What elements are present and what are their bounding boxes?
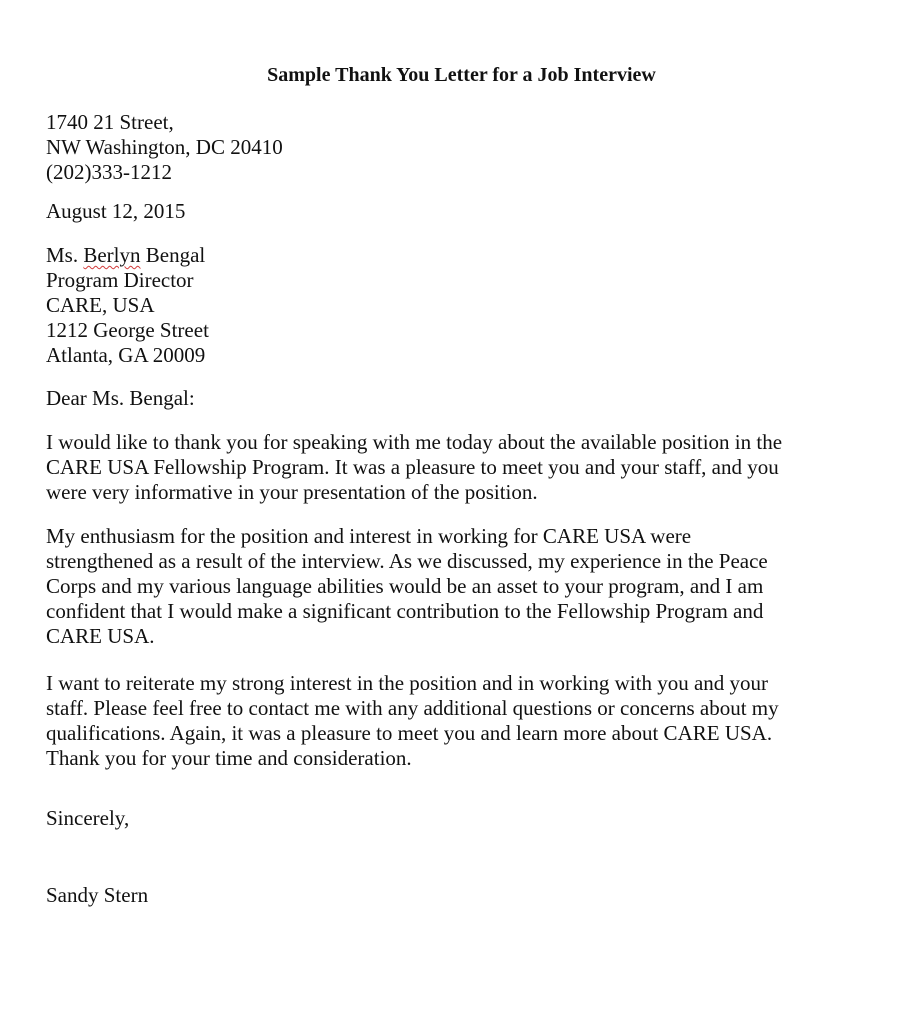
paragraph-line: Corps and my various language abilities would be an asset to your program, and I am: [46, 574, 764, 598]
body-paragraph-2: [46, 524, 768, 649]
paragraph-line: CARE USA Fellowship Program. It was a pleasure to meet you and your staff, and you: [46, 455, 779, 479]
document-title: Sample Thank You Letter for a Job Interview: [267, 64, 656, 86]
signature-name: Sandy Stern: [46, 883, 149, 907]
recipient-city: Atlanta, GA 20009: [46, 343, 206, 367]
recipient-title: Program Director: [46, 268, 194, 292]
salutation: [46, 386, 876, 411]
paragraph-line: staff. Please feel free to contact me with any additional questions or concerns about my: [46, 696, 779, 720]
recipient-street: 1212 George Street: [46, 318, 209, 342]
recipient-organization: CARE, USA: [46, 293, 155, 317]
date-text: August 12, 2015: [46, 199, 186, 223]
sender-street: 1740 21 Street,: [46, 110, 174, 134]
paragraph-line: CARE USA.: [46, 624, 155, 648]
recipient-first-name: Berlyn: [83, 243, 141, 267]
body-paragraph-3: [46, 671, 779, 771]
salutation-text: Dear Ms. Bengal:: [46, 386, 195, 410]
sender-phone: (202)333-1212: [46, 160, 172, 184]
body-paragraph-1: [46, 430, 782, 505]
paragraph-line: My enthusiasm for the position and interest in working for CARE USA were: [46, 524, 692, 548]
letter-date: [46, 199, 876, 224]
paragraph-line: confident that I would make a significant contribution to the Fellowship Program and: [46, 599, 764, 623]
paragraph-line: qualifications. Again, it was a pleasure to meet you and learn more about CARE USA.: [46, 721, 773, 745]
recipient-name-prefix: Ms.: [46, 243, 84, 267]
sender-city: NW Washington, DC 20410: [46, 135, 283, 159]
recipient-name: [46, 243, 876, 268]
paragraph-line: I would like to thank you for speaking with me today about the available position in the: [46, 430, 783, 454]
sender-address: [46, 110, 876, 185]
signature: [46, 883, 876, 908]
paragraph-line: I want to reiterate my strong interest in the position and in working with you and your: [46, 671, 769, 695]
paragraph-line: strengthened as a result of the interview. As we discussed, my experience in the Peace: [46, 549, 768, 573]
closing: [46, 806, 876, 831]
closing-text: Sincerely,: [46, 806, 130, 830]
paragraph-line: Thank you for your time and consideration.: [46, 746, 412, 770]
paragraph-line: were very informative in your presentation of the position.: [46, 480, 538, 504]
recipient-last-name: Bengal: [140, 243, 206, 267]
recipient-address: [46, 243, 876, 368]
